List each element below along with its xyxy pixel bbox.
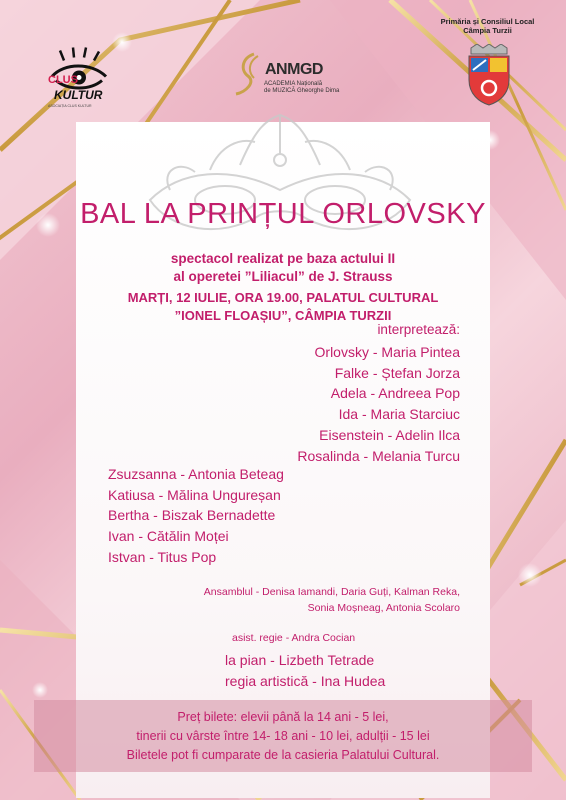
ensemble-line-1: Ansamblul - Denisa Iamandi, Daria Guți, Kalman Reka, <box>203 586 460 598</box>
clus-small-text: ASOCIAȚIA CLUS KULTUR <box>48 104 92 108</box>
subtitle-line-2: al operetei ”Liliacul” de J. Strauss <box>173 269 393 284</box>
assistant-director: asist. regie - Andra Cocian <box>232 632 356 644</box>
cast-item: Ivan - Cătălin Moței <box>108 528 229 545</box>
primaria-text <box>430 17 545 35</box>
cast-list-right <box>297 342 460 466</box>
ensemble-line-2: Sonia Moșneag, Antonia Scolaro <box>307 602 460 614</box>
cast-item: Ida - Maria Starciuc <box>338 406 460 423</box>
clus-logo-text: CLUS <box>48 74 78 86</box>
anmgd-treble-icon <box>232 50 264 98</box>
academia-line-1: ACADEMIA Națională <box>264 81 323 87</box>
cast-list-left <box>108 464 284 568</box>
ticket-line-2: tinerii cu vârste între 14- 18 ani - 10 lei, adulții - 15 lei <box>136 729 430 743</box>
subtitle-line-1: spectacol realizat pe baza actului II <box>170 251 396 266</box>
cast-item: Falke - Ștefan Jorza <box>334 364 460 381</box>
cast-item: Zsuzsanna - Antonia Beteag <box>108 466 284 482</box>
cast-item: Bertha - Biszak Bernadette <box>108 507 276 524</box>
ticket-info-box <box>34 700 532 772</box>
cast-item: Katiusa - Mălina Ungureșan <box>108 486 281 503</box>
piano-credit: la pian - Lizbeth Tetrade <box>225 652 375 668</box>
director-credit: regia artistică - Ina Hudea <box>225 673 386 689</box>
production-credits <box>225 650 385 692</box>
cast-item: Istvan - Titus Pop <box>108 548 217 565</box>
cast-item: Rosalinda - Melania Turcu <box>297 447 460 464</box>
cast-item: Orlovsky - Maria Pintea <box>314 344 460 360</box>
anmgd-logo-text: ANMGD <box>265 61 323 78</box>
coat-of-arms-icon <box>467 44 511 106</box>
kultur-logo-text: KULTUR <box>54 88 103 102</box>
date-line-2: ”IONEL FLOAȘIU”, CÂMPIA TURZII <box>174 308 392 323</box>
event-subtitle <box>0 250 566 286</box>
event-title: BAL LA PRINȚUL ORLOVSKY <box>80 198 486 230</box>
cast-header: interpretează: <box>377 322 460 337</box>
event-date-venue <box>0 289 566 325</box>
primaria-line-1: Primăria și Consiliul Local <box>440 17 535 26</box>
academia-text <box>264 81 339 95</box>
cast-item: Eisenstein - Adelin Ilca <box>319 426 460 443</box>
ticket-line-1: Preț bilete: elevii până la 14 ani - 5 lei, <box>177 710 389 724</box>
academia-line-2: de MUZICĂ Gheorghe Dima <box>264 88 340 94</box>
cast-item: Adela - Andreea Pop <box>330 385 460 402</box>
ticket-line-3: Biletele pot fi cumparate de la casieria Palatului Cultural. <box>126 748 440 762</box>
primaria-line-2: Câmpia Turzii <box>463 26 512 35</box>
ensemble-credits <box>204 584 460 616</box>
masquerade-mask-icon <box>140 110 420 270</box>
date-line-1: MARȚI, 12 IULIE, ORA 19.00, PALATUL CULTURAL <box>127 290 439 305</box>
